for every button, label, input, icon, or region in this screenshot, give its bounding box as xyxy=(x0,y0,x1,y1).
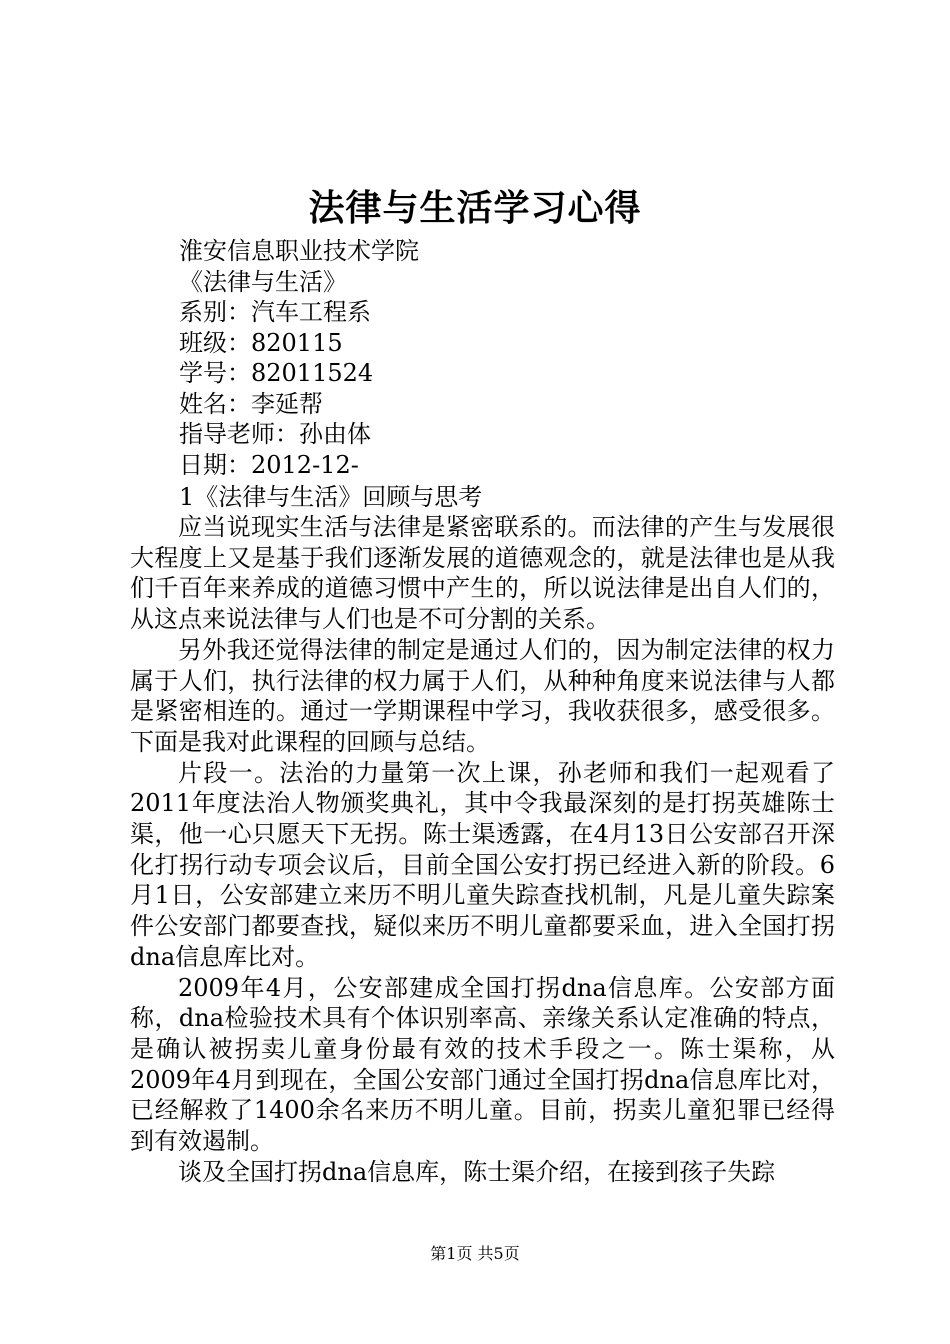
section-heading: 1《法律与生活》回顾与思考 xyxy=(179,483,483,511)
document-title: 法律与生活学习心得 xyxy=(308,187,642,229)
paragraph: 谈及全国打拐dna信息库，陈士渠介绍，在接到孩子失踪 xyxy=(178,1157,776,1186)
page-footer: 第1页 共5页 xyxy=(430,1244,520,1263)
school-name: 淮安信息职业技术学院 xyxy=(179,237,419,265)
class-line: 班级：820115 xyxy=(179,328,343,357)
student-name-line: 姓名：李延帮 xyxy=(179,389,323,418)
header-info-block xyxy=(179,236,839,480)
paragraph: 片段一。法治的力量第一次上课，孙老师和我们一起观看了2011年度法治人物颁奖典礼，其中令我最深刻的是打拐英雄陈士渠，他一心只愿天下无拐。陈士渠透露，在4月13日公安部召开深化打拐行动专项会议后，目前全国公安打拐已经进入新的阶段。6月1日，公安部建立来历不明儿童失踪查找机制，凡是儿童失踪案件公安部门都要查找，疑似来历不明儿童都要采血，进入全国打拐dna信息库比对。 xyxy=(130,758,835,971)
student-id-line: 学号：82011524 xyxy=(179,359,374,387)
course-name: 《法律与生活》 xyxy=(179,267,347,296)
body-text xyxy=(130,512,835,1187)
department-line: 系别：汽车工程系 xyxy=(179,298,371,326)
instructor-line: 指导老师：孙由体 xyxy=(179,420,371,448)
paragraph: 应当说现实生活与法律是紧密联系的。而法律的产生与发展很大程度上又是基于我们逐渐发展的道德观念的，就是法律也是从我们千百年来养成的道德习惯中产生的，所以说法律是出自人们的，从这点来说法律与人们也是不可分割的关系。 xyxy=(130,513,835,634)
paragraph: 另外我还觉得法律的制定是通过人们的，因为制定法律的权力属于人们，执行法律的权力属于人们，从种种角度来说法律与人都是紧密相连的。通过一学期课程中学习，我收获很多，感受很多。下面是我对此课程的回顾与总结。 xyxy=(130,635,835,756)
date-line: 日期：2012-12- xyxy=(179,450,359,479)
paragraph: 2009年4月，公安部建成全国打拐dna信息库。公安部方面称，dna检验技术具有个体识别率高、亲缘关系认定准确的特点，是确认被拐卖儿童身份最有效的技术手段之一。陈士渠称，从2009年4月到现在，全国公安部门通过全国打拐dna信息库比对，已经解救了1400余名来历不明儿童。目前，拐卖儿童犯罪已经得到有效遏制。 xyxy=(130,973,835,1156)
